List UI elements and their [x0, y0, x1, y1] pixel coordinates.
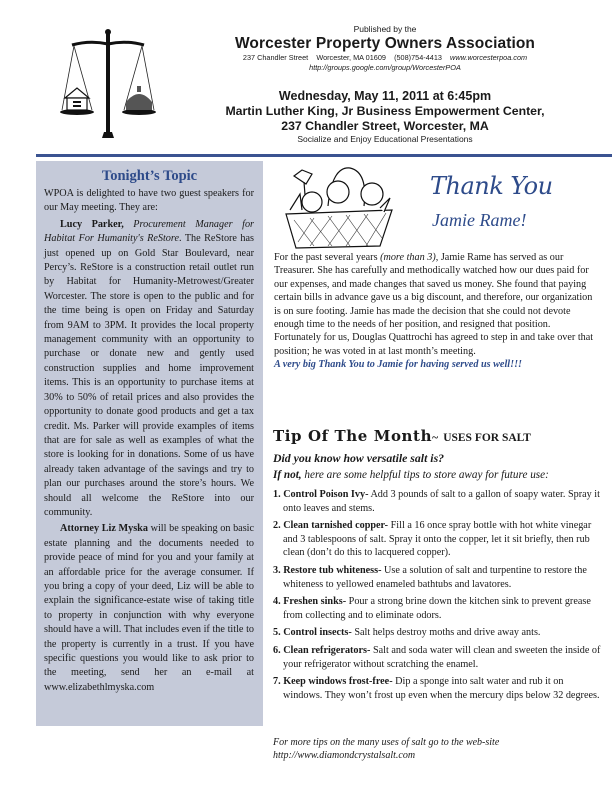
topic-body [36, 185, 263, 695]
topic-title: Tonight’s Topic [101, 168, 198, 184]
group-url-link[interactable]: http://groups.google.com/group/WorcesterPOA [309, 63, 461, 72]
tip-text: Salt helps destroy moths and drive away ants. [351, 627, 541, 639]
tip-question: Did you know how versatile salt is? [273, 451, 445, 465]
meeting-place-line1: Martin Luther King, Jr Business Empowerment Center, [225, 104, 545, 118]
tip-title: Keep windows frost-free- [283, 676, 393, 688]
tip-title: Control insects- [283, 627, 352, 639]
thank-you-name: Jamie Rame! [432, 210, 527, 230]
meeting-info [205, 89, 565, 145]
org-name: Worcester Property Owners Association [234, 35, 536, 52]
speaker1-role: Procurement Manager for Habitat For Humanity's ReStore [44, 218, 255, 245]
thank-you-body [274, 251, 594, 372]
tips-list [273, 488, 603, 706]
tonights-topic-box [36, 161, 263, 726]
tip-item [273, 595, 603, 622]
tips-footer-url[interactable]: http://www.diamondcrystalsalt.com [273, 750, 416, 761]
thank-you-paragraph [274, 251, 594, 358]
phone: (508)754-4413 [394, 53, 442, 62]
tip-item [273, 519, 603, 560]
speaker2-paragraph [44, 522, 254, 695]
meeting-date: Wednesday, May 11, 2011 at 6:45pm [278, 89, 492, 103]
tip-title: Clean refrigerators- [283, 644, 371, 656]
tip-title: Clean tarnished copper- [283, 520, 389, 532]
website-link[interactable]: www.worcesterpoa.com [450, 53, 528, 62]
tip-text: Use a solution of salt and turpentine to restore the whiteness to yellowed enameled bathtubs and lavatores. [283, 564, 587, 590]
tip-number: 1. [273, 489, 281, 500]
tip-number: 6. [273, 644, 281, 656]
speaker2-name: Attorney Liz Myska [60, 523, 148, 535]
tip-heading-sub: USES FOR SALT [443, 432, 531, 444]
contact-line [205, 53, 565, 63]
tip-number: 5. [273, 627, 281, 639]
city: Worcester, MA 01609 [316, 53, 386, 62]
tip-text: Salt and soda water will clean and sweeten the inside of your refrigerator without scratching the enamel. [283, 644, 601, 670]
meeting-tagline: Socialize and Enjoy Educational Presentations [297, 134, 473, 144]
published-by: Published by the [353, 24, 417, 34]
header-divider [36, 154, 612, 157]
tip-intro-rest: here are some helpful tips to store away for future use: [301, 469, 549, 481]
thank-you-signoff: A very big Thank You to Jamie for having served us well!!! [274, 359, 523, 371]
tips-footer-text: For more tips on the many uses of salt go to the web-site [273, 737, 500, 748]
speaker1-name: Lucy Parker, [60, 218, 124, 230]
tip-number: 7. [273, 676, 281, 688]
tip-text: Add 3 pounds of salt to a gallon of soapy water. Spray it onto leaves and stems. [283, 489, 600, 514]
topic-intro: WPOA is delighted to have two guest speakers for our May meeting. They are: [44, 188, 254, 214]
tip-item [273, 626, 603, 640]
address: 237 Chandler Street [242, 53, 309, 62]
tip-text: Fill a 16 once spray bottle with hot white vinegar and 3 tablespoons of salt. Spray it onto the copper, let it sit briefly, then rub clean (don’t do this to lacquered copper). [283, 520, 592, 559]
tip-intro-bold: If not, [273, 469, 302, 481]
thank-you-text-italic: (more than 3) [380, 252, 436, 263]
tip-title: Restore tub whiteness- [283, 564, 382, 576]
tip-item [273, 644, 603, 671]
tip-number: 2. [273, 520, 281, 532]
thank-you-title: Thank You [430, 172, 553, 200]
tip-heading-separator: ~ [432, 432, 439, 444]
tips-footer [273, 736, 499, 762]
tip-text: Pour a strong brine down the kitchen sink to prevent grease from collecting and to eliminate odors. [283, 596, 591, 621]
tip-number: 3. [273, 564, 281, 576]
tip-item [273, 675, 603, 702]
tip-number: 4. [273, 596, 281, 608]
flower-basket-icon [280, 158, 400, 250]
tip-intro [273, 469, 549, 481]
tip-text: Dip a sponge into salt water and rub it on windows. They won’t frost up even when the mercury dips below 32 degrees. [283, 676, 600, 701]
tip-title: Freshen sinks- [283, 596, 347, 608]
tip-title: Control Poison Ivy- [283, 489, 369, 500]
scales-of-justice-logo-icon [60, 28, 156, 142]
tip-of-month-heading [273, 426, 531, 445]
tip-heading-main: Tip Of The Month [273, 427, 433, 445]
tip-item [273, 488, 603, 515]
masthead [205, 14, 565, 73]
speaker2-text: will be speaking on basic estate planning and the documents needed to provide peace of mind for you and your family at an affordable price for the average consumer. If you bring a copy of your deed, Liz will be able to explain the significance-estate wise of taking title to property in conjunction with why everyone should have a will. That includes even if the title to the property is currently in a trust. If you have specific questions you would like to ask prior to the meeting, send her an e-mail at www.elizabethlmyska.com [44, 523, 255, 693]
speaker1-paragraph [44, 218, 254, 521]
thank-you-text-start: For the past several years [274, 252, 381, 263]
meeting-place-line2: 237 Chandler Street, Worcester, MA [281, 119, 489, 133]
tip-item [273, 564, 603, 591]
speaker1-text: . The ReStore has just opened up on Gold Star Boulevard, near Percy’s. ReStore is a construction retail outlet run by Habitat for Humanity-Metrowest/Greater Worcester. The store is open to the public and for the time being is open on Friday and Saturday from 9AM to 3PM. It provides the local property management community with an opportunity to purchase or donate new and gently used construction supplies and home improvement items. This is an opportunity to purchase items at 30% to 50% of retail prices and also provides the opportunity to donate good products and get a tax credit. Ms. Parker will provide examples of items that are for sale as well as examples of what the store is looking for in donations. Some of us have already taken advantage of the savings and try to plan our purchases around the store’s hours. We should all welcome the ReStore into our community. [44, 233, 254, 518]
thank-you-text-rest: , Jamie Rame has served as our Treasurer. She has carefully and methodically watched how our dues paid for our expenses, and made changes that saved us money. She found that paying certain bills in advance gave us a big discount, and therefore, our organization is on sure footing. Jamie has made the decision that she could not devote enough time to the needs of her position, and resigned that position. Fortunately for us, Douglas Quattrochi has agreed to step in and take over that position; he was voted in at last month’s meeting. [274, 252, 594, 357]
